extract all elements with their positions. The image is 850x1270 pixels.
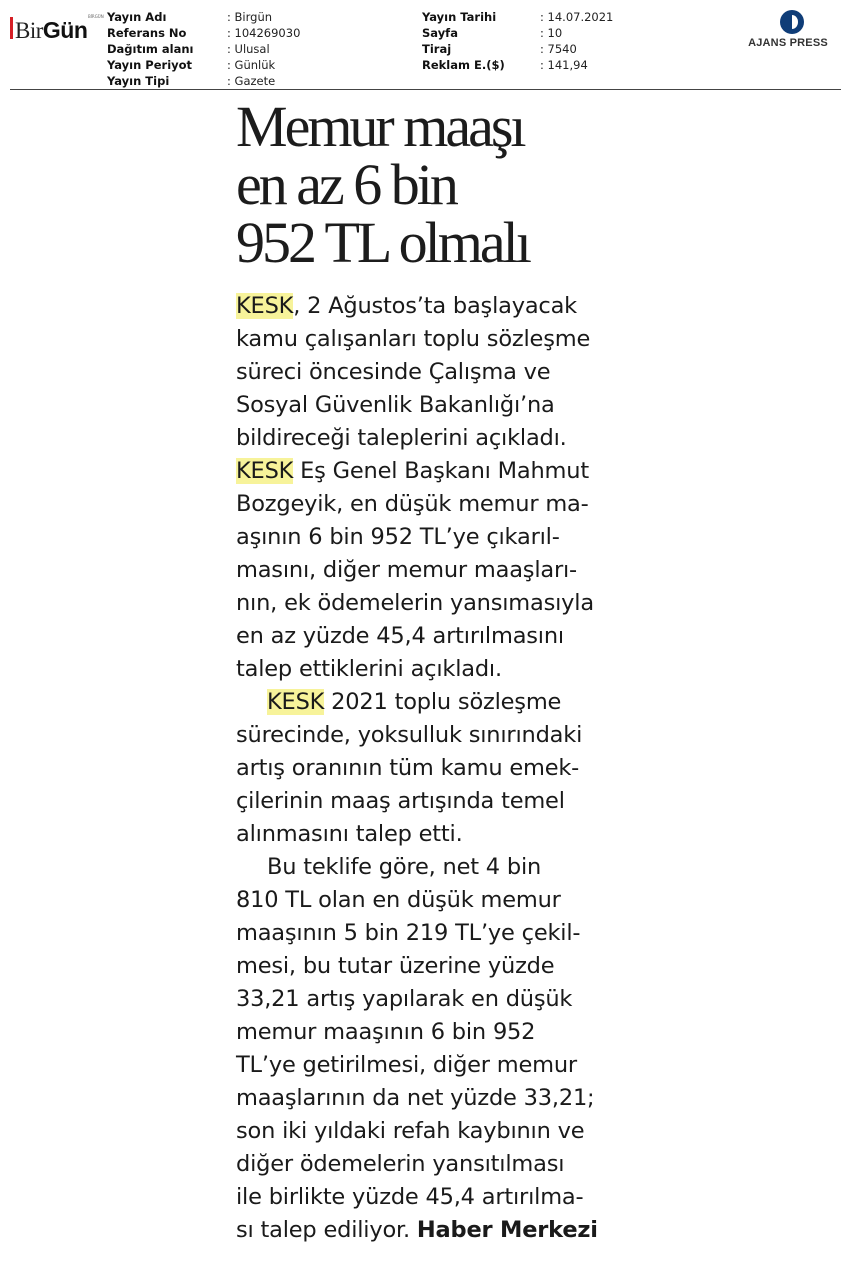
meta-row [422, 41, 613, 57]
publication-meta-right [422, 9, 613, 73]
meta-value: : 7540 [540, 42, 577, 56]
logo-gun-text: Gün [42, 17, 88, 43]
headline-line: en az 6 bin [236, 152, 456, 217]
body-line: mesi, bu tutar üzerine yüzde [236, 953, 555, 979]
meta-key: Tiraj [422, 42, 452, 56]
logo-bir-text: Bir [15, 18, 43, 43]
meta-row [422, 57, 613, 73]
meta-key: Yayın Adı [107, 10, 167, 24]
meta-value: : Günlük [227, 58, 276, 72]
ajans-press-label: AJANS PRESS [748, 37, 828, 49]
logo-small-text: BİRGÜN [88, 14, 104, 19]
meta-key: Referans No [107, 26, 187, 40]
body-line: diğer ödemelerin yansıtılması [236, 1151, 565, 1177]
body-line: memur maaşının 6 bin 952 [236, 1019, 536, 1045]
article-signature: Haber Merkezi [416, 1217, 598, 1243]
body-line: kamu çalışanları toplu sözleşme [236, 326, 591, 352]
meta-key: Yayın Tarihi [422, 10, 497, 24]
body-line: Sosyal Güvenlik Bakanlığı’na [236, 392, 555, 418]
meta-row [107, 73, 300, 89]
meta-key: Yayın Periyot [107, 58, 193, 72]
body-text: sı talep ediliyor. [236, 1217, 417, 1243]
meta-row [107, 41, 300, 57]
body-text: Eş Genel Başkanı Mahmut [293, 458, 589, 484]
meta-value: : Birgün [227, 10, 273, 24]
body-line: masını, diğer memur maaşları- [236, 557, 577, 583]
body-line [236, 686, 626, 719]
body-line: TL’ye getirilmesi, diğer memur [236, 1052, 577, 1078]
meta-value: : 10 [540, 26, 563, 40]
body-line: ile birlikte yüzde 45,4 artırılma- [236, 1184, 584, 1210]
meta-value: : Ulusal [227, 42, 270, 56]
meta-row [422, 25, 613, 41]
ajans-press-icon [780, 10, 804, 34]
body-line: maaşlarının da net yüzde 33,21; [236, 1085, 595, 1111]
meta-row [107, 25, 300, 41]
meta-value: : 104269030 [227, 26, 301, 40]
header-divider [10, 89, 841, 90]
meta-key: Reklam E.($) [422, 58, 505, 72]
article-body [236, 290, 626, 1247]
meta-value: : 141,94 [540, 58, 588, 72]
highlighted-term: KESK [236, 293, 294, 319]
article-headline [236, 94, 636, 275]
body-line: alınmasını talep etti. [236, 821, 463, 847]
highlighted-term: KESK [267, 689, 325, 715]
body-line: 810 TL olan en düşük memur [236, 887, 561, 913]
body-line: talep ettiklerini açıkladı. [236, 656, 502, 682]
headline-line: 952 TL olmalı [236, 210, 529, 275]
meta-row [107, 57, 300, 73]
body-line: sürecinde, yoksulluk sınırındaki [236, 722, 583, 748]
body-line: 33,21 artış yapılarak en düşük [236, 986, 573, 1012]
body-line: Bozgeyik, en düşük memur ma- [236, 491, 589, 517]
body-line: aşının 6 bin 952 TL’ye çıkarıl- [236, 524, 560, 550]
body-line: artış oranının tüm kamu emek- [236, 755, 580, 781]
meta-row [107, 9, 300, 25]
publication-meta-left [107, 9, 300, 89]
meta-key: Sayfa [422, 26, 458, 40]
ajans-press-logo [744, 10, 840, 49]
body-line: nın, ek ödemelerin yansımasıyla [236, 590, 594, 616]
birgun-logo [10, 8, 104, 43]
body-text: 2021 toplu sözleşme [324, 689, 562, 715]
meta-value: : Gazete [227, 74, 276, 88]
body-line: süreci öncesinde Çalışma ve [236, 359, 551, 385]
meta-key: Yayın Tipi [107, 74, 170, 88]
body-line [236, 1214, 626, 1247]
body-line: maaşının 5 bin 219 TL’ye çekil- [236, 920, 581, 946]
body-line: en az yüzde 45,4 artırılmasını [236, 623, 564, 649]
meta-key: Dağıtım alanı [107, 42, 194, 56]
body-line [236, 455, 626, 488]
headline-line: Memur maaşı [236, 94, 524, 159]
body-line: son iki yıldaki refah kaybının ve [236, 1118, 585, 1144]
highlighted-term: KESK [236, 458, 294, 484]
body-line: bildireceği taleplerini açıkladı. [236, 425, 567, 451]
meta-value: : 14.07.2021 [540, 10, 614, 24]
body-line: çilerinin maaş artışında temel [236, 788, 565, 814]
body-text: , 2 Ağustos’ta başlayacak [293, 293, 577, 319]
logo-red-mark [10, 17, 13, 39]
meta-row [422, 9, 613, 25]
body-line: Bu teklife göre, net 4 bin [267, 854, 542, 880]
body-line [236, 290, 626, 323]
